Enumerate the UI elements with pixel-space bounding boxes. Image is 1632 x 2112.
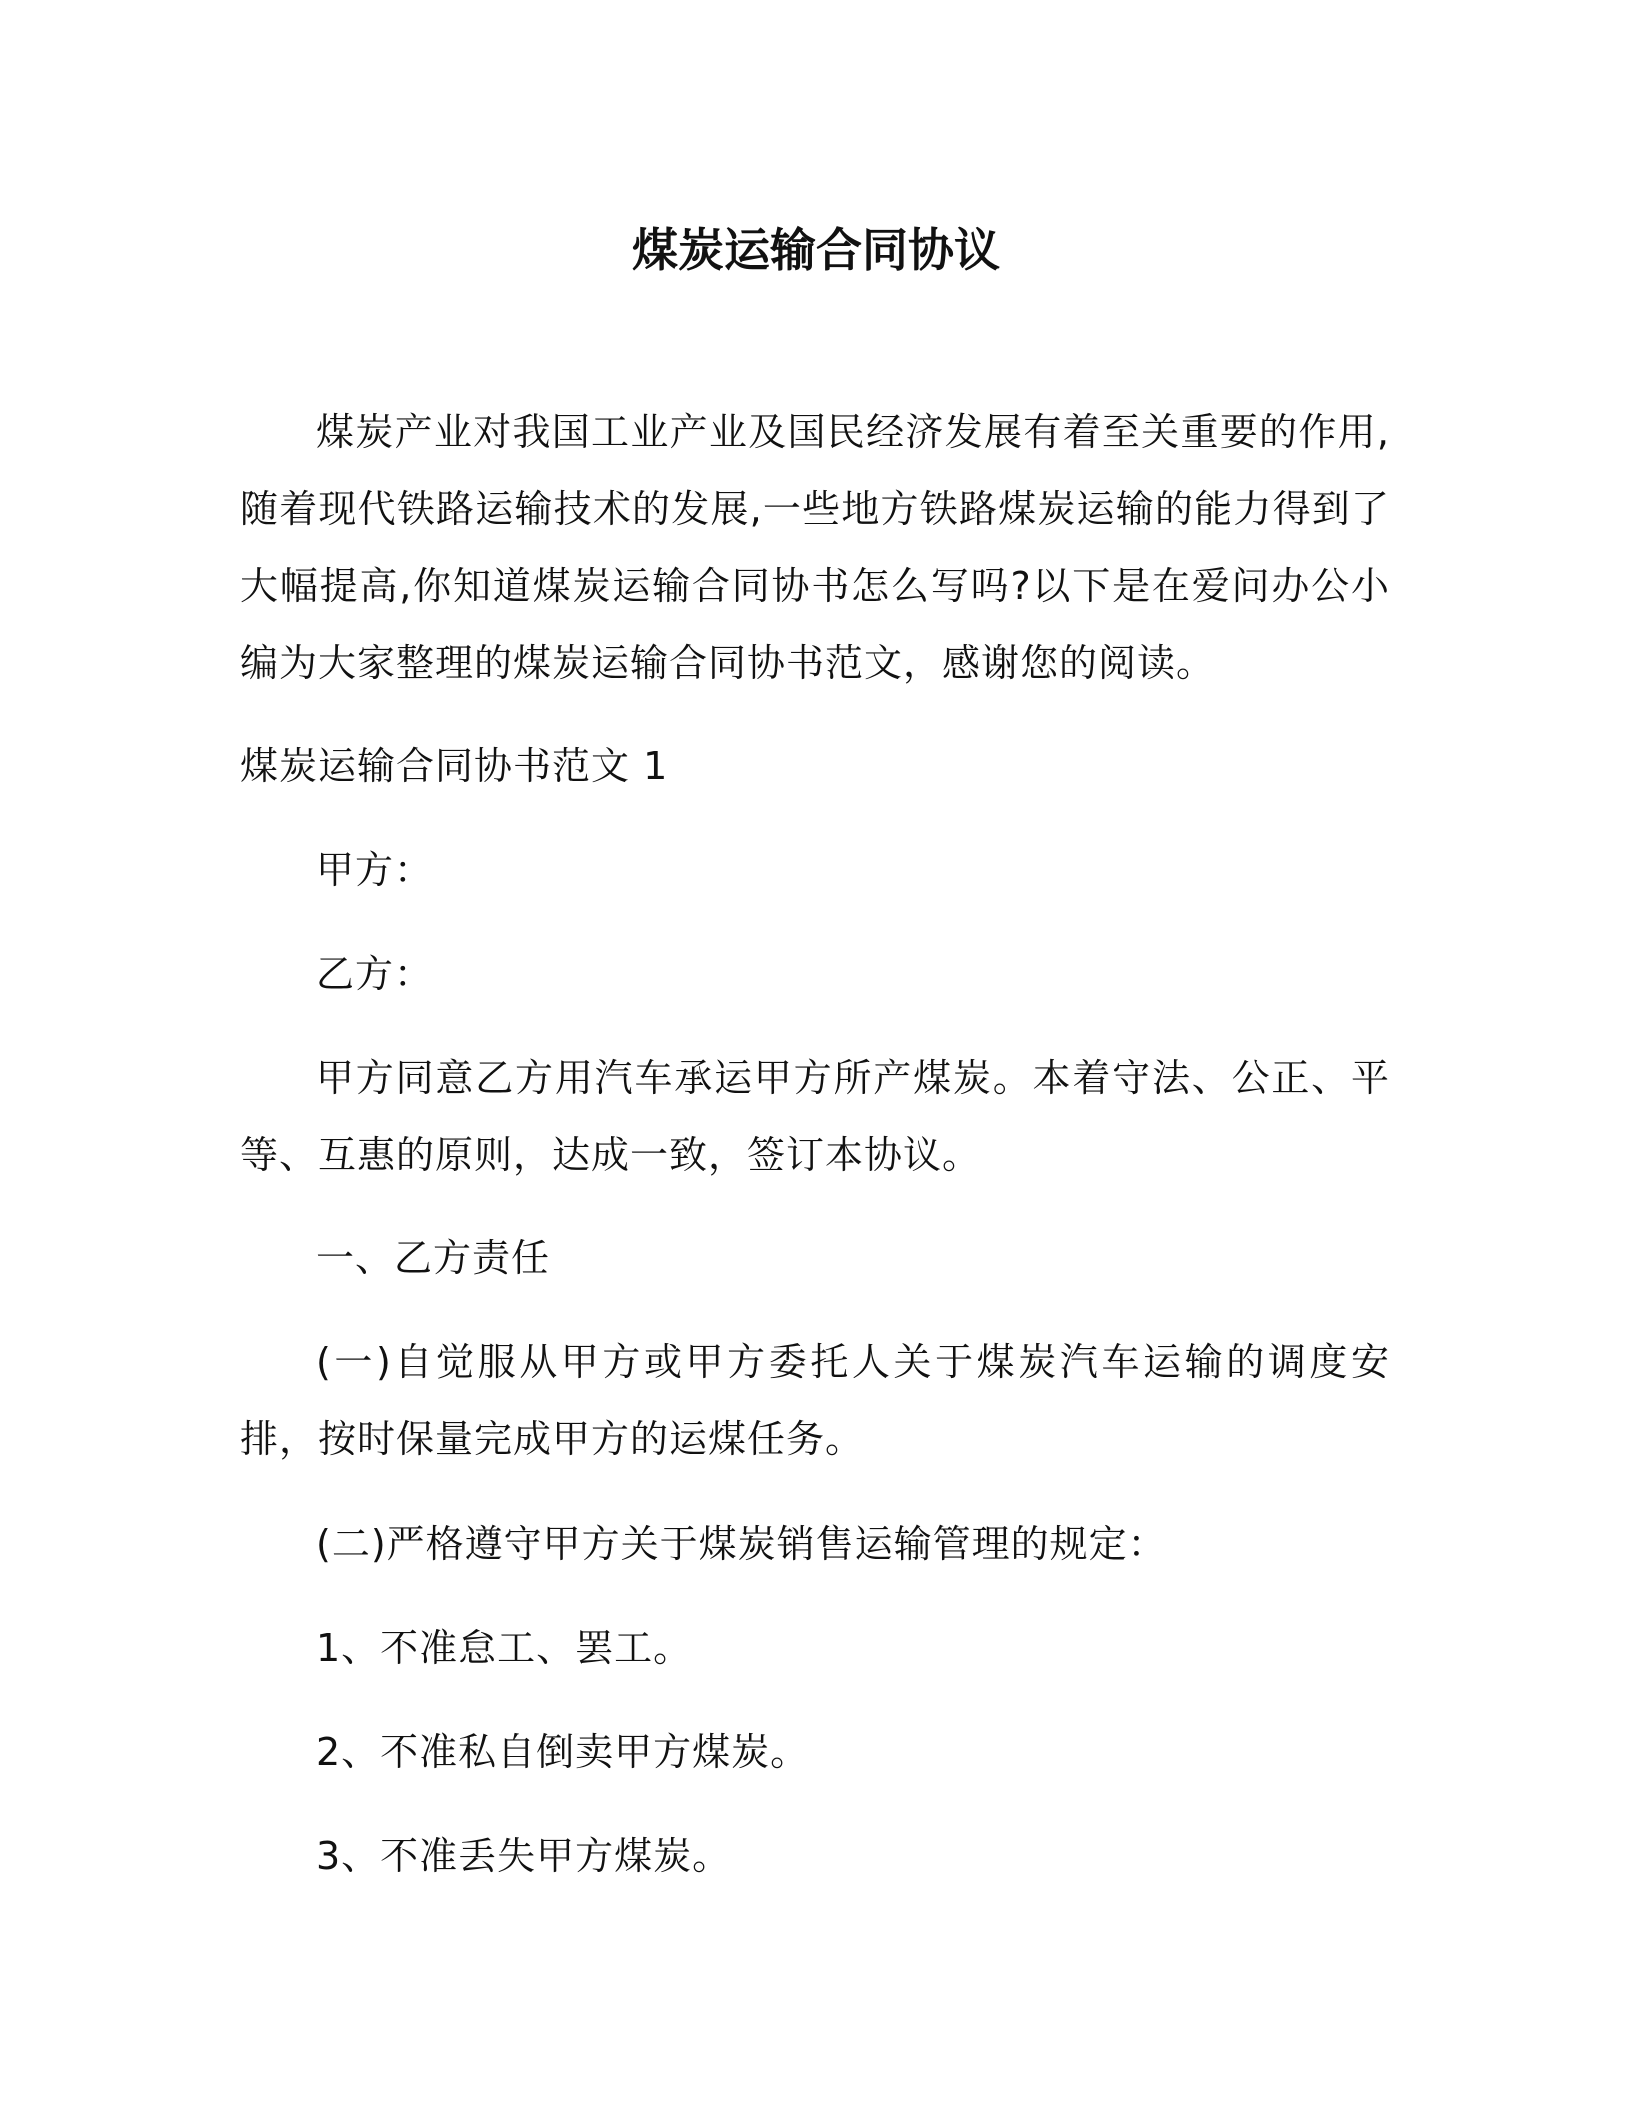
intro-paragraph: 煤炭产业对我国工业产业及国民经济发展有着至关重要的作用,随着现代铁路运输技术的发展,一些地方铁路煤炭运输的能力得到了大幅提高,你知道煤炭运输合同协书怎么写吗?以下是在爱问办公小编为大家整理的煤炭运输合同协书范文，感谢您的阅读。 (240, 410, 1390, 685)
sample-heading: 煤炭运输合同协书范文 1 (240, 744, 669, 788)
rule-1: 1、不准怠工、罢工。 (316, 1626, 693, 1670)
rule-2: 2、不准私自倒卖甲方煤炭。 (316, 1730, 810, 1774)
section-heading-party-b-duties: 一、乙方责任 (316, 1236, 551, 1280)
party-b-label: 乙方： (316, 952, 434, 996)
party-a-label: 甲方： (316, 848, 434, 892)
document-title: 煤炭运输合同协议 (632, 223, 1000, 277)
rule-3: 3、不准丢失甲方煤炭。 (316, 1834, 732, 1878)
clause-1-paragraph: (一)自觉服从甲方或甲方委托人关于煤炭汽车运输的调度安排，按时保量完成甲方的运煤任务。 (240, 1340, 1390, 1461)
agreement-paragraph: 甲方同意乙方用汽车承运甲方所产煤炭。本着守法、公正、平等、互惠的原则，达成一致，签订本协议。 (240, 1056, 1390, 1177)
clause-2-paragraph: (二)严格遵守甲方关于煤炭销售运输管理的规定： (316, 1522, 1167, 1566)
